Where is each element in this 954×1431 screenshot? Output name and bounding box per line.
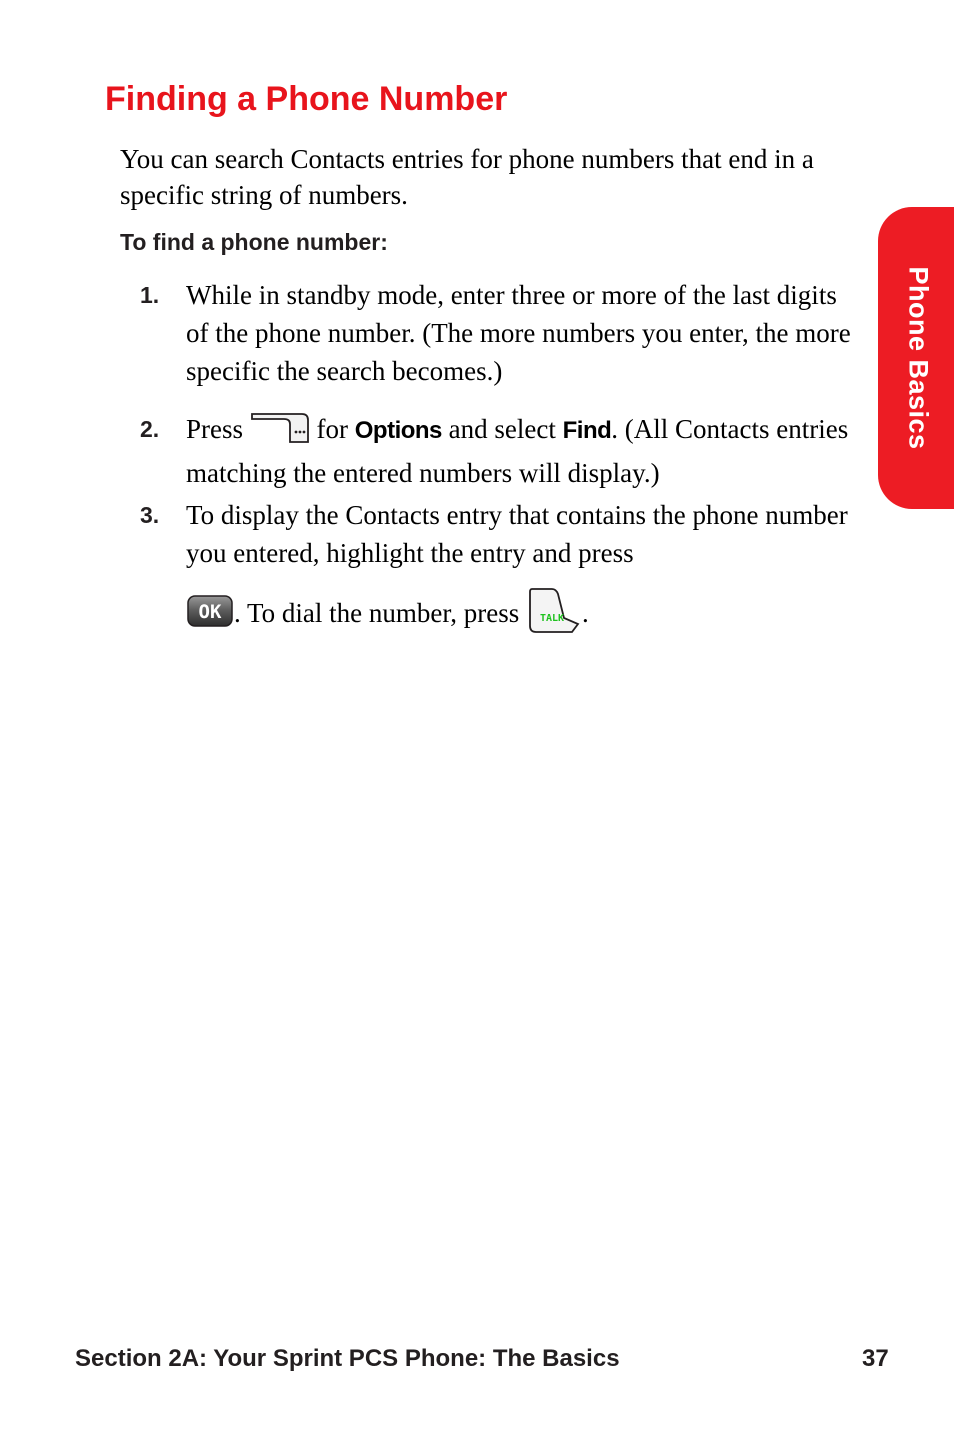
page-number: 37 bbox=[862, 1345, 889, 1372]
section-side-tab bbox=[878, 207, 954, 509]
softkey-menu-icon bbox=[250, 410, 310, 454]
step-2-text bbox=[186, 410, 866, 492]
step-3-part2: . To dial the number, press bbox=[234, 598, 520, 629]
step-3-line-2 bbox=[186, 586, 866, 646]
step-3-part1: To display the Contacts entry that contains the phone number you entered, highlight the entry and press bbox=[186, 500, 848, 568]
step-1-number: 1. bbox=[140, 282, 160, 308]
step-2-press: Press bbox=[186, 414, 244, 445]
page-title: Finding a Phone Number bbox=[105, 80, 508, 118]
footer-section-label: Section 2A: Your Sprint PCS Phone: The Basics bbox=[75, 1345, 620, 1372]
intro-paragraph: You can search Contacts entries for phone numbers that end in a specific string of numbers. bbox=[120, 144, 814, 210]
side-tab-label: Phone Basics bbox=[903, 266, 934, 450]
step-3-text bbox=[186, 496, 866, 572]
talk-key-icon bbox=[526, 586, 582, 646]
step-2-for: for bbox=[316, 414, 348, 445]
find-label: Find bbox=[562, 417, 612, 445]
svg-text:TALK: TALK bbox=[539, 613, 565, 624]
ok-key-icon bbox=[186, 594, 234, 638]
options-label: Options bbox=[354, 417, 442, 445]
step-2-number: 2. bbox=[140, 416, 160, 442]
svg-text:OK: OK bbox=[198, 601, 222, 623]
procedure-title: To find a phone number: bbox=[120, 229, 388, 255]
step-3-part3: . bbox=[581, 598, 589, 629]
step-2-and-select: and select bbox=[448, 414, 556, 445]
step-3-number: 3. bbox=[140, 502, 160, 528]
step-2-rest: . (All Contacts entries matching the entered numbers will display.) bbox=[186, 414, 849, 488]
step-1-text: While in standby mode, enter three or more of the last digits of the phone number. (The more numbers you enter, the more specific the search becomes.) bbox=[186, 280, 851, 386]
